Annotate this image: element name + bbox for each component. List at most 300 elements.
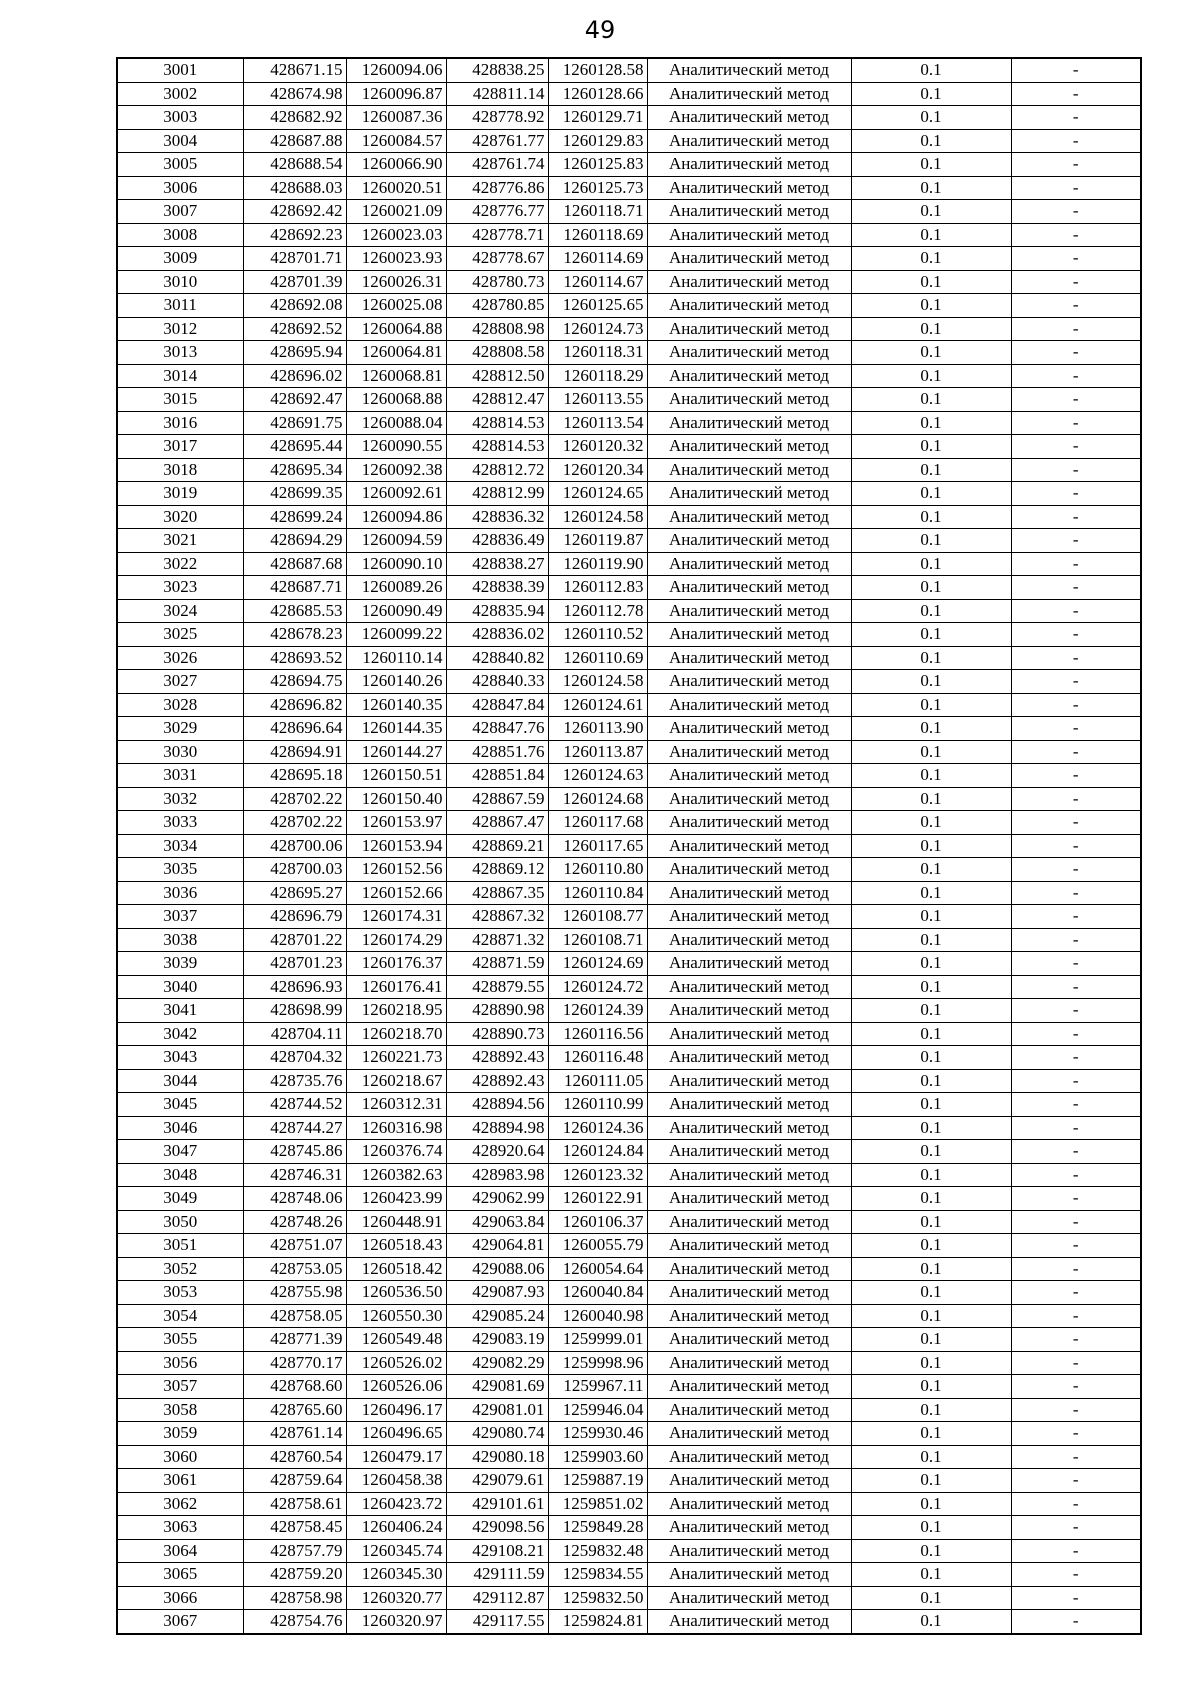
cell-method: Аналитический метод <box>647 1046 851 1070</box>
cell-y-old: 1260218.95 <box>346 999 446 1023</box>
table-row <box>117 1422 1141 1446</box>
cell-x-old: 428704.32 <box>243 1046 346 1070</box>
cell-y-old: 1260092.61 <box>346 482 446 506</box>
cell-y-old: 1260068.81 <box>346 364 446 388</box>
cell-point-id: 3023 <box>117 576 243 600</box>
cell-y-old: 1260144.27 <box>346 740 446 764</box>
cell-y-new: 1260116.48 <box>548 1046 647 1070</box>
cell-y-old: 1260218.70 <box>346 1022 446 1046</box>
cell-y-new: 1260118.31 <box>548 341 647 365</box>
cell-y-new: 1259999.01 <box>548 1328 647 1352</box>
table-row <box>117 717 1141 741</box>
table-row <box>117 247 1141 271</box>
cell-method: Аналитический метод <box>647 1210 851 1234</box>
cell-accuracy: 0.1 <box>851 1586 1011 1610</box>
table-row <box>117 740 1141 764</box>
cell-point-id: 3019 <box>117 482 243 506</box>
cell-y-old: 1260026.31 <box>346 270 446 294</box>
cell-y-new: 1260114.69 <box>548 247 647 271</box>
table-row <box>117 834 1141 858</box>
cell-y-new: 1260055.79 <box>548 1234 647 1258</box>
cell-method: Аналитический метод <box>647 200 851 224</box>
cell-y-new: 1260124.84 <box>548 1140 647 1164</box>
table-row <box>117 1281 1141 1305</box>
cell-y-old: 1260023.03 <box>346 223 446 247</box>
cell-method: Аналитический метод <box>647 1539 851 1563</box>
cell-note: - <box>1011 1445 1141 1469</box>
cell-y-new: 1260128.66 <box>548 82 647 106</box>
cell-note: - <box>1011 1539 1141 1563</box>
cell-method: Аналитический метод <box>647 858 851 882</box>
cell-x-old: 428688.03 <box>243 176 346 200</box>
cell-point-id: 3003 <box>117 106 243 130</box>
cell-note: - <box>1011 482 1141 506</box>
cell-x-new: 429082.29 <box>446 1351 548 1375</box>
cell-accuracy: 0.1 <box>851 999 1011 1023</box>
cell-accuracy: 0.1 <box>851 1187 1011 1211</box>
cell-x-new: 429087.93 <box>446 1281 548 1305</box>
table-row <box>117 693 1141 717</box>
cell-method: Аналитический метод <box>647 1351 851 1375</box>
table-row <box>117 529 1141 553</box>
cell-y-old: 1260023.93 <box>346 247 446 271</box>
cell-accuracy: 0.1 <box>851 670 1011 694</box>
cell-x-old: 428694.91 <box>243 740 346 764</box>
cell-method: Аналитический метод <box>647 482 851 506</box>
cell-y-old: 1260423.99 <box>346 1187 446 1211</box>
cell-point-id: 3056 <box>117 1351 243 1375</box>
cell-method: Аналитический метод <box>647 341 851 365</box>
cell-y-new: 1260124.39 <box>548 999 647 1023</box>
cell-accuracy: 0.1 <box>851 200 1011 224</box>
cell-point-id: 3020 <box>117 505 243 529</box>
cell-x-old: 428696.02 <box>243 364 346 388</box>
cell-x-new: 428867.32 <box>446 905 548 929</box>
cell-y-new: 1260113.90 <box>548 717 647 741</box>
cell-y-new: 1260110.84 <box>548 881 647 905</box>
cell-point-id: 3030 <box>117 740 243 764</box>
cell-x-new: 429080.74 <box>446 1422 548 1446</box>
cell-note: - <box>1011 1304 1141 1328</box>
cell-note: - <box>1011 223 1141 247</box>
cell-method: Аналитический метод <box>647 952 851 976</box>
cell-note: - <box>1011 975 1141 999</box>
cell-accuracy: 0.1 <box>851 552 1011 576</box>
cell-y-new: 1260040.98 <box>548 1304 647 1328</box>
cell-y-old: 1260536.50 <box>346 1281 446 1305</box>
cell-accuracy: 0.1 <box>851 1022 1011 1046</box>
cell-accuracy: 0.1 <box>851 905 1011 929</box>
cell-y-old: 1260406.24 <box>346 1516 446 1540</box>
cell-point-id: 3038 <box>117 928 243 952</box>
cell-y-old: 1260020.51 <box>346 176 446 200</box>
cell-y-new: 1260112.78 <box>548 599 647 623</box>
cell-y-old: 1260152.66 <box>346 881 446 905</box>
page-number: 49 <box>584 16 616 44</box>
cell-point-id: 3041 <box>117 999 243 1023</box>
cell-y-new: 1260110.52 <box>548 623 647 647</box>
cell-point-id: 3026 <box>117 646 243 670</box>
cell-method: Аналитический метод <box>647 1093 851 1117</box>
cell-accuracy: 0.1 <box>851 1069 1011 1093</box>
cell-point-id: 3064 <box>117 1539 243 1563</box>
cell-note: - <box>1011 1093 1141 1117</box>
table-row <box>117 458 1141 482</box>
cell-x-new: 429081.69 <box>446 1375 548 1399</box>
cell-point-id: 3058 <box>117 1398 243 1422</box>
cell-x-new: 428838.25 <box>446 58 548 82</box>
cell-method: Аналитический метод <box>647 670 851 694</box>
cell-y-old: 1260099.22 <box>346 623 446 647</box>
cell-accuracy: 0.1 <box>851 928 1011 952</box>
cell-x-new: 429088.06 <box>446 1257 548 1281</box>
cell-y-old: 1260096.87 <box>346 82 446 106</box>
cell-x-old: 428692.08 <box>243 294 346 318</box>
cell-y-new: 1260124.73 <box>548 317 647 341</box>
cell-x-new: 428780.85 <box>446 294 548 318</box>
cell-method: Аналитический метод <box>647 623 851 647</box>
cell-method: Аналитический метод <box>647 881 851 905</box>
cell-method: Аналитический метод <box>647 1563 851 1587</box>
cell-x-new: 429117.55 <box>446 1610 548 1634</box>
cell-y-new: 1260113.55 <box>548 388 647 412</box>
table-row <box>117 646 1141 670</box>
cell-method: Аналитический метод <box>647 505 851 529</box>
cell-y-old: 1260550.30 <box>346 1304 446 1328</box>
table-row <box>117 905 1141 929</box>
table-row <box>117 270 1141 294</box>
cell-point-id: 3002 <box>117 82 243 106</box>
cell-x-old: 428692.47 <box>243 388 346 412</box>
cell-y-new: 1260124.65 <box>548 482 647 506</box>
cell-x-new: 429085.24 <box>446 1304 548 1328</box>
cell-y-old: 1260150.51 <box>346 764 446 788</box>
cell-y-new: 1260110.80 <box>548 858 647 882</box>
cell-note: - <box>1011 1116 1141 1140</box>
cell-y-old: 1260087.36 <box>346 106 446 130</box>
cell-accuracy: 0.1 <box>851 1516 1011 1540</box>
cell-accuracy: 0.1 <box>851 1539 1011 1563</box>
cell-accuracy: 0.1 <box>851 106 1011 130</box>
cell-x-new: 428851.76 <box>446 740 548 764</box>
cell-method: Аналитический метод <box>647 1469 851 1493</box>
cell-note: - <box>1011 1375 1141 1399</box>
cell-note: - <box>1011 928 1141 952</box>
cell-point-id: 3059 <box>117 1422 243 1446</box>
cell-point-id: 3006 <box>117 176 243 200</box>
table-row <box>117 576 1141 600</box>
cell-note: - <box>1011 341 1141 365</box>
table-row <box>117 1304 1141 1328</box>
cell-point-id: 3016 <box>117 411 243 435</box>
cell-accuracy: 0.1 <box>851 1281 1011 1305</box>
table-row <box>117 106 1141 130</box>
cell-method: Аналитический метод <box>647 247 851 271</box>
cell-x-old: 428687.68 <box>243 552 346 576</box>
cell-y-new: 1260120.32 <box>548 435 647 459</box>
cell-note: - <box>1011 599 1141 623</box>
table-row <box>117 364 1141 388</box>
cell-x-new: 429098.56 <box>446 1516 548 1540</box>
table-row <box>117 552 1141 576</box>
cell-y-new: 1260129.71 <box>548 106 647 130</box>
cell-method: Аналитический метод <box>647 576 851 600</box>
cell-note: - <box>1011 364 1141 388</box>
cell-x-old: 428699.35 <box>243 482 346 506</box>
cell-y-new: 1259967.11 <box>548 1375 647 1399</box>
cell-method: Аналитический метод <box>647 1163 851 1187</box>
cell-x-new: 429101.61 <box>446 1492 548 1516</box>
cell-method: Аналитический метод <box>647 223 851 247</box>
cell-accuracy: 0.1 <box>851 317 1011 341</box>
cell-method: Аналитический метод <box>647 1398 851 1422</box>
cell-y-new: 1260124.63 <box>548 764 647 788</box>
cell-accuracy: 0.1 <box>851 529 1011 553</box>
cell-y-old: 1260312.31 <box>346 1093 446 1117</box>
table-row <box>117 881 1141 905</box>
cell-note: - <box>1011 999 1141 1023</box>
cell-y-new: 1260124.68 <box>548 787 647 811</box>
cell-x-old: 428758.61 <box>243 1492 346 1516</box>
cell-y-new: 1260106.37 <box>548 1210 647 1234</box>
cell-x-old: 428700.03 <box>243 858 346 882</box>
cell-method: Аналитический метод <box>647 294 851 318</box>
cell-x-old: 428758.45 <box>243 1516 346 1540</box>
cell-method: Аналитический метод <box>647 106 851 130</box>
cell-note: - <box>1011 1046 1141 1070</box>
cell-point-id: 3021 <box>117 529 243 553</box>
cell-note: - <box>1011 623 1141 647</box>
table-row <box>117 435 1141 459</box>
cell-point-id: 3042 <box>117 1022 243 1046</box>
cell-accuracy: 0.1 <box>851 247 1011 271</box>
cell-method: Аналитический метод <box>647 435 851 459</box>
cell-method: Аналитический метод <box>647 1422 851 1446</box>
cell-x-new: 429083.19 <box>446 1328 548 1352</box>
cell-x-new: 429062.99 <box>446 1187 548 1211</box>
table-row <box>117 1328 1141 1352</box>
cell-accuracy: 0.1 <box>851 341 1011 365</box>
cell-note: - <box>1011 1257 1141 1281</box>
cell-x-old: 428702.22 <box>243 787 346 811</box>
cell-y-old: 1260088.04 <box>346 411 446 435</box>
cell-x-new: 428890.73 <box>446 1022 548 1046</box>
cell-x-new: 428808.98 <box>446 317 548 341</box>
table-row <box>117 1069 1141 1093</box>
cell-y-old: 1260094.59 <box>346 529 446 553</box>
table-row <box>117 129 1141 153</box>
cell-note: - <box>1011 740 1141 764</box>
cell-method: Аналитический метод <box>647 1375 851 1399</box>
cell-note: - <box>1011 505 1141 529</box>
cell-note: - <box>1011 411 1141 435</box>
cell-y-old: 1260066.90 <box>346 153 446 177</box>
cell-accuracy: 0.1 <box>851 975 1011 999</box>
cell-point-id: 3018 <box>117 458 243 482</box>
cell-y-new: 1260108.71 <box>548 928 647 952</box>
cell-y-old: 1260549.48 <box>346 1328 446 1352</box>
cell-x-new: 428812.50 <box>446 364 548 388</box>
cell-accuracy: 0.1 <box>851 58 1011 82</box>
cell-point-id: 3054 <box>117 1304 243 1328</box>
cell-x-old: 428770.17 <box>243 1351 346 1375</box>
cell-point-id: 3063 <box>117 1516 243 1540</box>
cell-x-old: 428696.79 <box>243 905 346 929</box>
table-row <box>117 176 1141 200</box>
cell-x-old: 428759.20 <box>243 1563 346 1587</box>
cell-accuracy: 0.1 <box>851 1422 1011 1446</box>
cell-note: - <box>1011 576 1141 600</box>
cell-method: Аналитический метод <box>647 82 851 106</box>
cell-y-new: 1259903.60 <box>548 1445 647 1469</box>
cell-point-id: 3043 <box>117 1046 243 1070</box>
cell-x-new: 428778.92 <box>446 106 548 130</box>
cell-method: Аналитический метод <box>647 270 851 294</box>
cell-method: Аналитический метод <box>647 1187 851 1211</box>
cell-accuracy: 0.1 <box>851 811 1011 835</box>
cell-y-new: 1260125.83 <box>548 153 647 177</box>
cell-note: - <box>1011 787 1141 811</box>
table-row <box>117 975 1141 999</box>
cell-note: - <box>1011 1586 1141 1610</box>
cell-y-old: 1260025.08 <box>346 294 446 318</box>
cell-y-new: 1260118.71 <box>548 200 647 224</box>
cell-accuracy: 0.1 <box>851 1140 1011 1164</box>
cell-point-id: 3053 <box>117 1281 243 1305</box>
cell-x-old: 428695.18 <box>243 764 346 788</box>
cell-x-new: 428869.12 <box>446 858 548 882</box>
cell-accuracy: 0.1 <box>851 435 1011 459</box>
cell-point-id: 3032 <box>117 787 243 811</box>
cell-y-new: 1260124.58 <box>548 505 647 529</box>
cell-y-new: 1260117.65 <box>548 834 647 858</box>
cell-method: Аналитический метод <box>647 58 851 82</box>
table-row <box>117 1586 1141 1610</box>
cell-point-id: 3045 <box>117 1093 243 1117</box>
cell-y-old: 1260345.30 <box>346 1563 446 1587</box>
cell-accuracy: 0.1 <box>851 623 1011 647</box>
cell-y-old: 1260064.88 <box>346 317 446 341</box>
table-row <box>117 82 1141 106</box>
cell-method: Аналитический метод <box>647 693 851 717</box>
table-row <box>117 623 1141 647</box>
cell-y-new: 1259887.19 <box>548 1469 647 1493</box>
cell-accuracy: 0.1 <box>851 153 1011 177</box>
cell-note: - <box>1011 717 1141 741</box>
cell-x-new: 428812.47 <box>446 388 548 412</box>
table-row <box>117 1210 1141 1234</box>
cell-point-id: 3024 <box>117 599 243 623</box>
table-row <box>117 999 1141 1023</box>
cell-note: - <box>1011 905 1141 929</box>
cell-note: - <box>1011 317 1141 341</box>
table-row <box>117 1022 1141 1046</box>
cell-accuracy: 0.1 <box>851 1093 1011 1117</box>
cell-method: Аналитический метод <box>647 552 851 576</box>
cell-x-new: 429080.18 <box>446 1445 548 1469</box>
table-row <box>117 1234 1141 1258</box>
cell-accuracy: 0.1 <box>851 458 1011 482</box>
cell-note: - <box>1011 1469 1141 1493</box>
cell-x-new: 428847.84 <box>446 693 548 717</box>
cell-method: Аналитический метод <box>647 153 851 177</box>
cell-y-new: 1260116.56 <box>548 1022 647 1046</box>
cell-point-id: 3037 <box>117 905 243 929</box>
cell-note: - <box>1011 811 1141 835</box>
cell-point-id: 3055 <box>117 1328 243 1352</box>
cell-accuracy: 0.1 <box>851 646 1011 670</box>
cell-point-id: 3005 <box>117 153 243 177</box>
cell-point-id: 3008 <box>117 223 243 247</box>
cell-x-old: 428754.76 <box>243 1610 346 1634</box>
cell-x-old: 428692.23 <box>243 223 346 247</box>
table-row <box>117 1093 1141 1117</box>
cell-y-new: 1259824.81 <box>548 1610 647 1634</box>
table-row <box>117 1539 1141 1563</box>
table-row <box>117 482 1141 506</box>
cell-y-old: 1260153.97 <box>346 811 446 835</box>
cell-method: Аналитический метод <box>647 364 851 388</box>
cell-y-new: 1260112.83 <box>548 576 647 600</box>
table-row <box>117 1469 1141 1493</box>
cell-x-old: 428695.34 <box>243 458 346 482</box>
cell-method: Аналитический метод <box>647 1328 851 1352</box>
cell-x-old: 428768.60 <box>243 1375 346 1399</box>
cell-x-new: 429079.61 <box>446 1469 548 1493</box>
cell-x-old: 428692.42 <box>243 200 346 224</box>
cell-accuracy: 0.1 <box>851 411 1011 435</box>
cell-x-old: 428687.71 <box>243 576 346 600</box>
cell-y-old: 1260382.63 <box>346 1163 446 1187</box>
cell-accuracy: 0.1 <box>851 858 1011 882</box>
cell-x-new: 429108.21 <box>446 1539 548 1563</box>
table-row <box>117 599 1141 623</box>
cell-x-new: 428835.94 <box>446 599 548 623</box>
cell-x-old: 428699.24 <box>243 505 346 529</box>
cell-note: - <box>1011 1516 1141 1540</box>
cell-point-id: 3013 <box>117 341 243 365</box>
cell-point-id: 3028 <box>117 693 243 717</box>
cell-x-old: 428759.64 <box>243 1469 346 1493</box>
cell-y-old: 1260152.56 <box>346 858 446 882</box>
cell-accuracy: 0.1 <box>851 364 1011 388</box>
cell-method: Аналитический метод <box>647 411 851 435</box>
cell-point-id: 3039 <box>117 952 243 976</box>
cell-accuracy: 0.1 <box>851 482 1011 506</box>
cell-y-old: 1260090.10 <box>346 552 446 576</box>
cell-note: - <box>1011 1281 1141 1305</box>
cell-x-old: 428695.27 <box>243 881 346 905</box>
cell-x-new: 428894.98 <box>446 1116 548 1140</box>
cell-y-new: 1260054.64 <box>548 1257 647 1281</box>
cell-accuracy: 0.1 <box>851 764 1011 788</box>
cell-x-new: 428811.14 <box>446 82 548 106</box>
cell-note: - <box>1011 552 1141 576</box>
cell-x-old: 428685.53 <box>243 599 346 623</box>
cell-x-old: 428671.15 <box>243 58 346 82</box>
cell-y-old: 1260316.98 <box>346 1116 446 1140</box>
cell-y-new: 1260124.36 <box>548 1116 647 1140</box>
cell-note: - <box>1011 693 1141 717</box>
cell-note: - <box>1011 858 1141 882</box>
cell-point-id: 3009 <box>117 247 243 271</box>
cell-x-new: 428869.21 <box>446 834 548 858</box>
cell-accuracy: 0.1 <box>851 223 1011 247</box>
cell-x-old: 428701.39 <box>243 270 346 294</box>
cell-point-id: 3001 <box>117 58 243 82</box>
cell-accuracy: 0.1 <box>851 505 1011 529</box>
cell-note: - <box>1011 1492 1141 1516</box>
